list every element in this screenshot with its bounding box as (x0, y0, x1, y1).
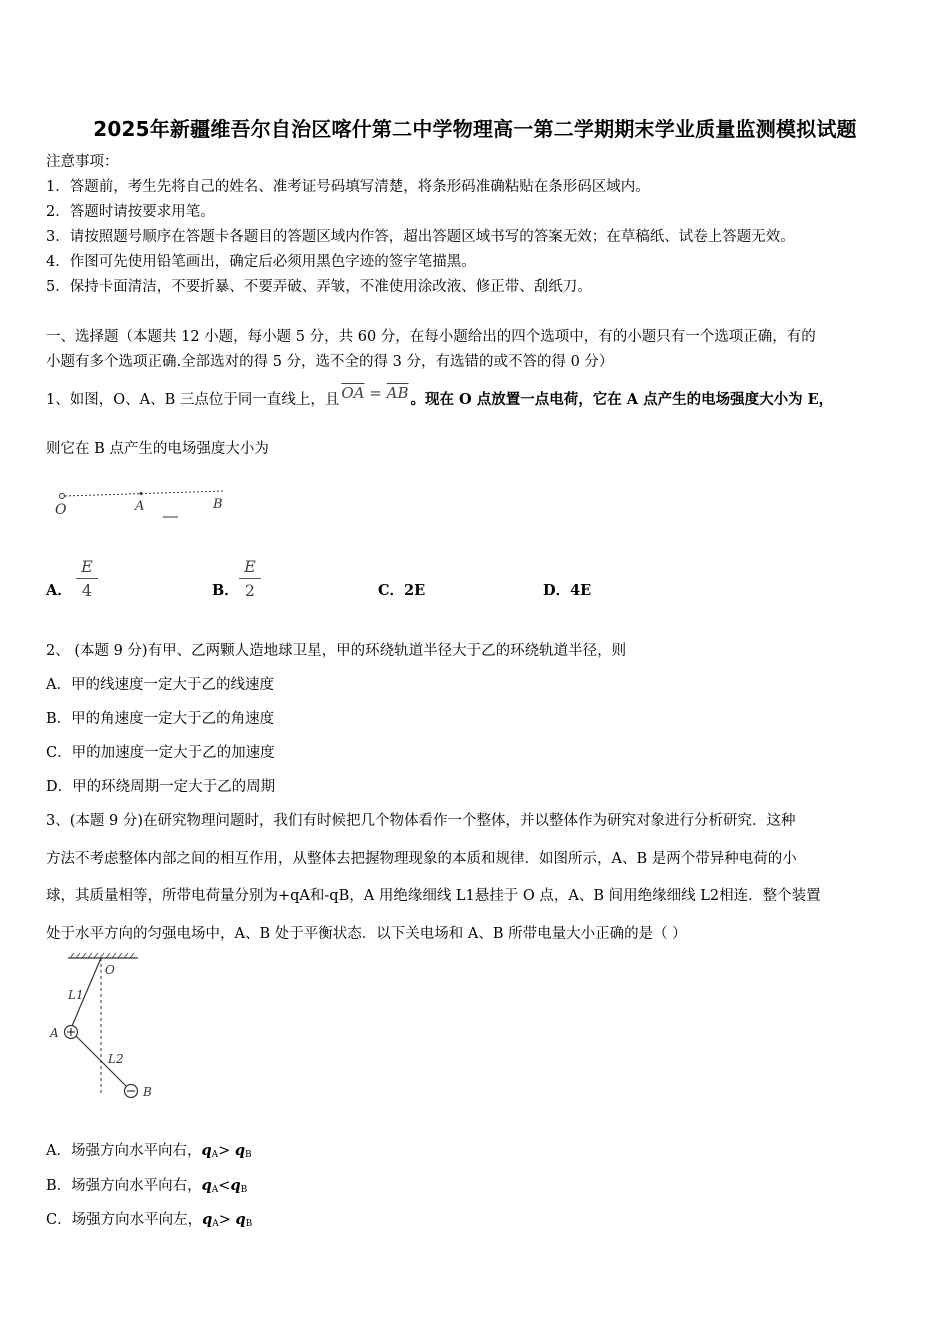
q3-stem-line3: 球，其质量相等，所带电荷量分别为+qA和-qB，A 用绝缘细线 L1悬挂于 O 点，A、B 间用绝缘细线 L2相连．整个装置 (46, 888, 821, 904)
point-o (60, 494, 65, 499)
q3-option-b (46, 1176, 247, 1200)
sub-a: A (211, 1185, 219, 1195)
q1-stem (46, 384, 834, 410)
q3-option-a (46, 1141, 252, 1165)
label-a: A (135, 499, 145, 514)
q1-option-a-label: A． (46, 582, 72, 599)
ceiling-hatch (70, 953, 134, 958)
option-label: D． (543, 582, 571, 599)
q-symbol: q (201, 1177, 212, 1194)
q1-formula (341, 383, 408, 403)
q-symbol: q (235, 1211, 246, 1228)
q2-option-c: C．甲的加速度一定大于乙的加速度 (46, 745, 275, 761)
point-a (140, 492, 143, 495)
frac-den: 2 (244, 581, 256, 600)
label-l2: L2 (108, 1052, 124, 1066)
q-symbol: q (202, 1211, 213, 1228)
sub-b: B (240, 1185, 248, 1195)
q3-stem-line4: 处于水平方向的匀强电场中，A、B 处于平衡状态．以下关电场和 A、B 所带电量大小正确的是（ ） (46, 926, 687, 942)
option-label: B． (46, 1178, 72, 1194)
section-heading-line1: 一、选择题（本题共 12 小题，每小题 5 分，共 60 分，在每小题给出的四个选项中，有的小题只有一个选项正确，有的 (46, 329, 816, 345)
label-b: B (143, 1085, 152, 1099)
option-text: 场强方向水平向右， (70, 1143, 202, 1159)
q-symbol: q (201, 1142, 212, 1159)
frac-den: 4 (81, 581, 93, 600)
option-label: A． (46, 1143, 71, 1159)
notice-item: 2．答题时请按要求用笔。 (46, 204, 215, 220)
q2-option-d: D．甲的环绕周期一定大于乙的周期 (46, 779, 276, 795)
q3-figure (46, 952, 166, 1102)
q-symbol: q (230, 1177, 241, 1194)
relation: < (218, 1178, 231, 1194)
sub-b: B (245, 1150, 252, 1160)
notice-item: 1．答题前，考生先将自己的姓名、准考证号码填写清楚，将条形码准确粘贴在条形码区域内。 (46, 179, 650, 195)
dotted-line (65, 491, 223, 496)
notice-item: 5．保持卡面清洁，不要折暴、不要弄破、弄皱，不准使用涂改液、修正带、刮纸刀。 (46, 279, 592, 295)
option-label: C． (46, 1212, 72, 1228)
formula-ab: $\overline{AB}$ (386, 384, 409, 402)
page-title: 2025年新疆维吾尔自治区喀什第二中学物理高一第二学期期末学业质量监测模拟试题 (93, 117, 857, 141)
frac-num: E (81, 557, 93, 576)
sub-a: A (212, 1219, 219, 1229)
notice-item: 3．请按照题号顺序在答题卡各题目的答题区域内作答，超出答题区域书写的答案无效；在草稿纸、试卷上答题无效。 (46, 229, 795, 245)
q1-option-c (378, 581, 425, 601)
sub-a: A (211, 1150, 219, 1160)
q1-option-d (543, 581, 591, 601)
notice-heading: 注意事项： (46, 154, 119, 170)
frac-num: E (244, 557, 256, 576)
formula-eq: = (369, 384, 382, 402)
q1-stem-cont: 则它在 B 点产生的电场强度大小为 (46, 441, 269, 457)
relation: > (218, 1212, 231, 1228)
notice-item: 4．作图可先使用铅笔画出，确定后必须用黑色字迹的签字笔描黑。 (46, 254, 476, 270)
q1-option-b-label: B． (212, 582, 239, 599)
option-text: 2E (404, 582, 426, 599)
sub-b: B (245, 1219, 253, 1229)
label-a: A (50, 1026, 59, 1040)
option-text: 场强方向水平向右， (71, 1178, 202, 1194)
relation: > (218, 1143, 231, 1159)
q1-text-b: 。现在 O 点放置一点电荷，它在 A 点产生的电场强度大小为 E， (410, 391, 834, 408)
q1-figure (48, 484, 238, 522)
q2-option-b: B．甲的角速度一定大于乙的角速度 (46, 711, 275, 727)
label-b: B (213, 497, 223, 512)
label-o: O (105, 963, 115, 977)
q-symbol: q (234, 1142, 246, 1159)
label-o: O (55, 502, 67, 518)
option-text: 场强方向水平向左， (71, 1212, 203, 1228)
formula-oa: $\overline{OA}$ (341, 384, 365, 402)
q1-option-a-fraction (76, 557, 98, 600)
q3-stem-line2: 方法不考虑整体内部之间的相互作用，从整体去把握物理现象的本质和规律．如图所示，A、B 是两个带异种电荷的小 (46, 851, 797, 867)
q2-option-a: A．甲的线速度一定大于乙的线速度 (46, 677, 274, 693)
label-l1: L1 (68, 988, 84, 1002)
q2-stem: 2、 (本题 9 分)有甲、乙两颗人造地球卫星，甲的环绕轨道半径大于乙的环绕轨道半径，则 (46, 643, 627, 659)
option-text: 4E (570, 582, 592, 599)
option-label: C． (378, 582, 405, 599)
q3-option-c (46, 1210, 252, 1234)
q3-stem-line1: 3、(本题 9 分)在研究物理问题时，我们有时候把几个物体看作一个整体，并以整体作为研究对象进行分析研究．这种 (46, 813, 796, 829)
section-heading-line2: 小题有多个选项正确.全部选对的得 5 分，选不全的得 3 分，有选错的或不答的得 0 分） (46, 354, 614, 370)
q1-option-b-fraction (239, 557, 261, 600)
q1-text-a: 1、如图，O、A、B 三点位于同一直线上，且 (46, 392, 340, 408)
